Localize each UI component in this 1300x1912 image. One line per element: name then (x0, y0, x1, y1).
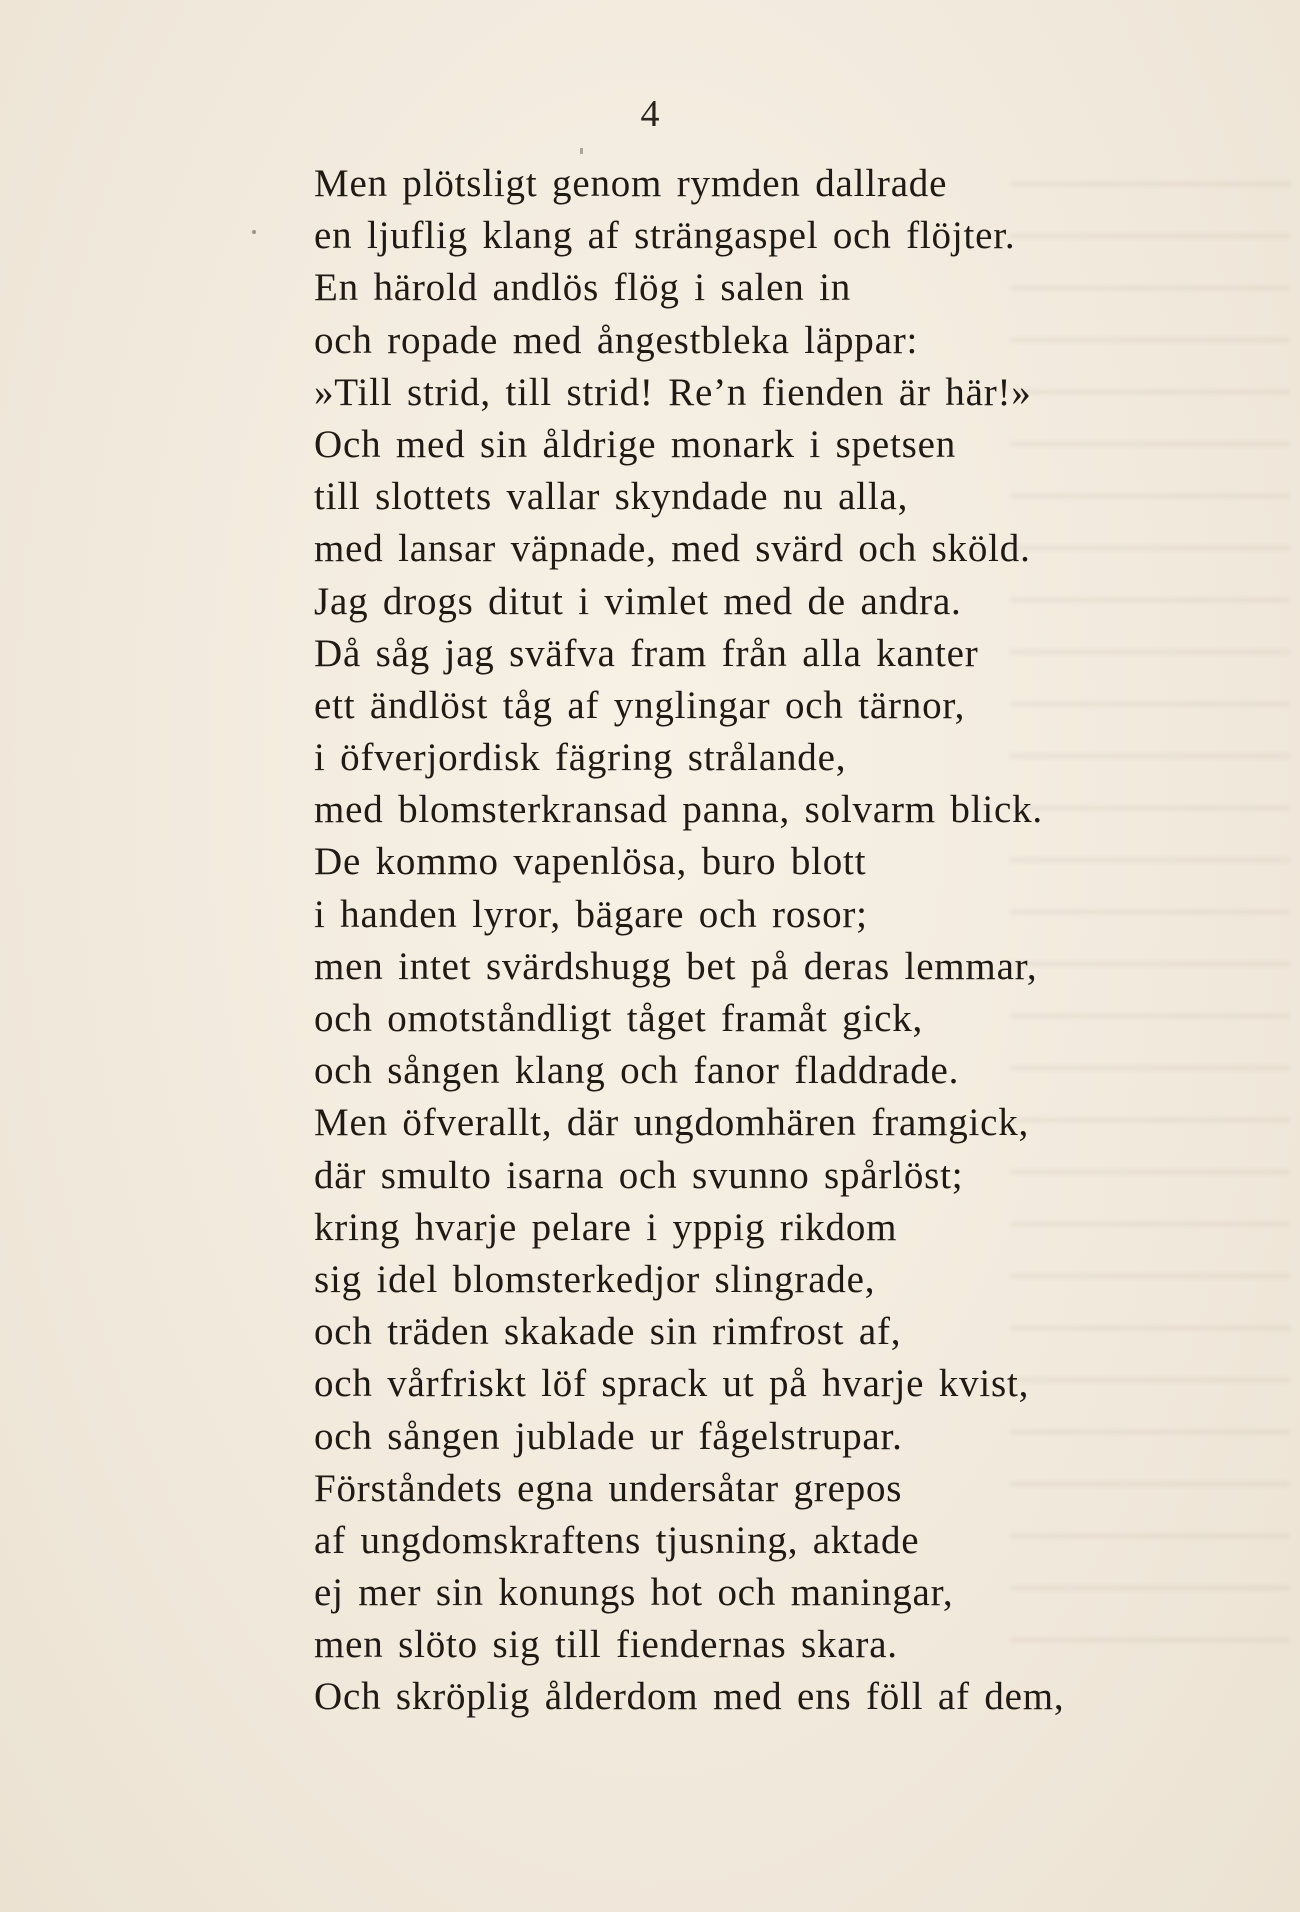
poem-line: till slottets vallar skyndade nu alla, (314, 475, 909, 519)
poem-line: sig idel blomsterkedjor slingrade, (314, 1257, 876, 1301)
poem-line: men slöto sig till fiendernas skara. (314, 1623, 898, 1667)
poem-line: där smulto isarna och svunno spårlöst; (314, 1153, 964, 1197)
poem-line: Jag drogs ditut i vimlet med de andra. (314, 579, 962, 623)
poem-line: kring hvarje pelare i yppig rikdom (314, 1205, 898, 1249)
poem-line: Och med sin åldrige monark i spetsen (314, 422, 956, 466)
poem-line: af ungdomskraftens tjusning, aktade (314, 1518, 920, 1562)
poem-line: och ropade med ångestbleka läppar: (314, 318, 919, 362)
poem-line: Då såg jag sväfva fram från alla kanter (314, 631, 979, 675)
poem-line: i öfverjordisk fägring strålande, (314, 736, 847, 780)
poem-line: i handen lyror, bägare och rosor; (314, 892, 868, 936)
poem-line: Förståndets egna undersåtar grepos (314, 1466, 903, 1510)
poem-line: ett ändlöst tåg af ynglingar och tärnor, (314, 683, 966, 727)
poem-line: En härold andlös flög i salen in (314, 266, 852, 310)
poem-line: en ljuflig klang af strängaspel och flöjter. (314, 214, 1016, 258)
poem-line: Men öfverallt, där ungdomhären framgick, (314, 1101, 1030, 1145)
poem-line: Men plötsligt genom rymden dallrade (314, 162, 948, 205)
page-number: 4 (640, 93, 660, 135)
poem-line: och omotståndligt tåget framåt gick, (314, 997, 924, 1040)
poem-line: men intet svärdshugg bet på deras lemmar, (314, 944, 1038, 988)
poem-line: »Till strid, till strid! Re’n fienden är här!» (314, 370, 1032, 414)
poem-line: och träden skakade sin rimfrost af, (314, 1310, 902, 1354)
poem-line: och vårfriskt löf sprack ut på hvarje kvist, (314, 1362, 1030, 1406)
poem-line: och sången klang och fanor fladdrade. (314, 1049, 960, 1093)
poem-line: ej mer sin konungs hot och maningar, (314, 1571, 954, 1615)
poem-line: med lansar väpnade, med svärd och sköld. (314, 527, 1031, 571)
poem-line: och sången jublade ur fågelstrupar. (314, 1414, 903, 1458)
poem-line: Och skröplig ålderdom med ens föll af dem, (314, 1675, 1065, 1719)
poem-line: med blomsterkransad panna, solvarm blick. (314, 788, 1043, 832)
poem-text (314, 158, 1214, 1724)
paper-speck (252, 230, 256, 234)
paper-speck (580, 148, 583, 154)
poem-line: De kommo vapenlösa, buro blott (314, 840, 867, 884)
